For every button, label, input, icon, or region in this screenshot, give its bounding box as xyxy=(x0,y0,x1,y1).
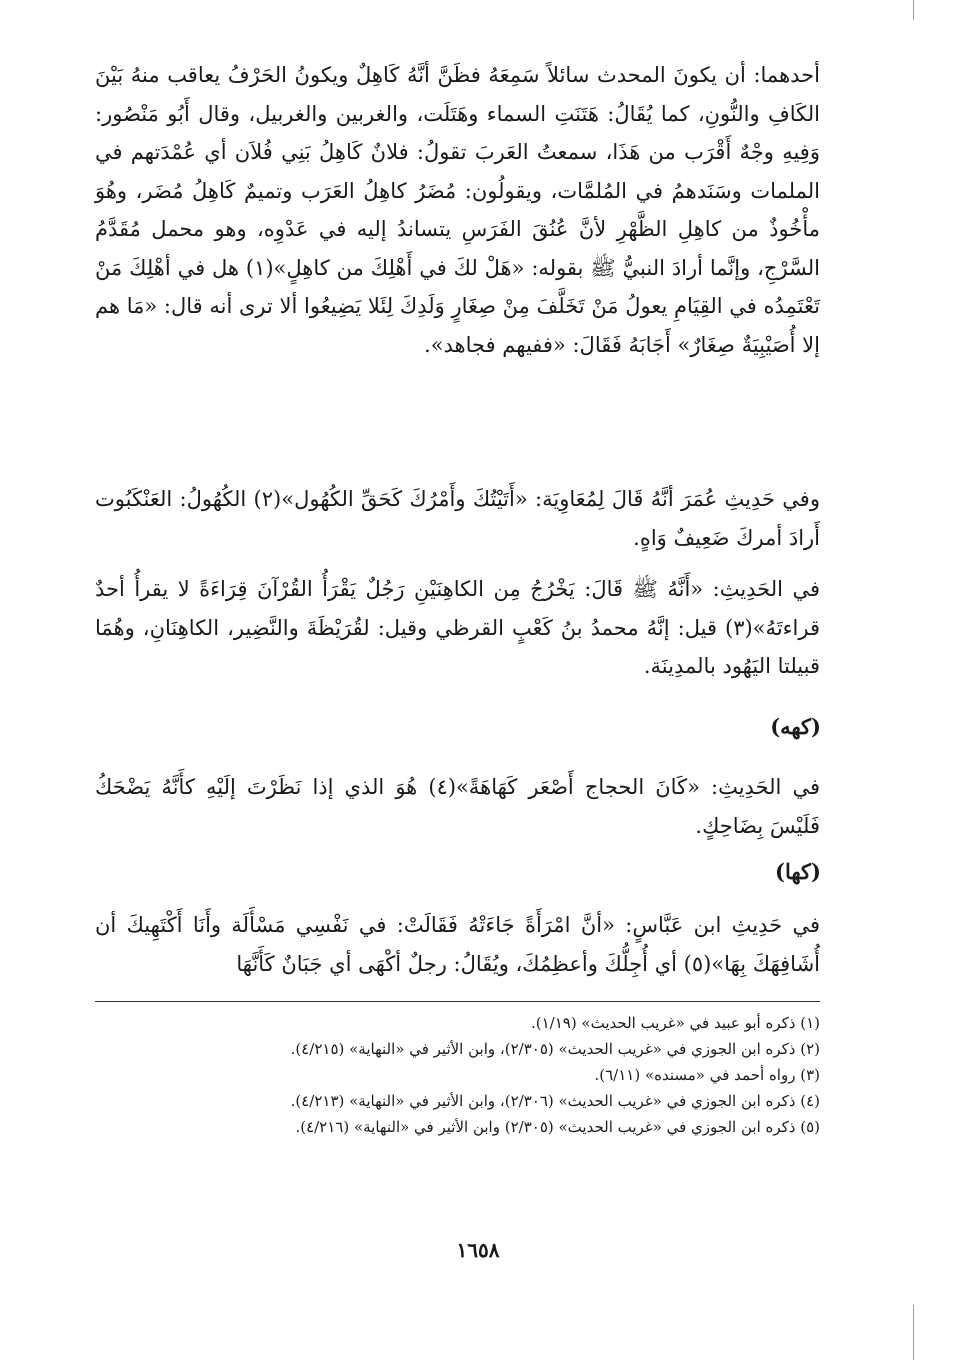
scan-edge-mark-top xyxy=(913,0,914,20)
footnote-4: (٤) ذكره ابن الجوزي في «غريب الحديث» (٢/٣٠٦)، وابن الأثير في «النهاية» (٤/٢١٣). xyxy=(290,1092,820,1110)
section-heading-kahh: (كهه) xyxy=(770,714,821,739)
footnote-1: (١) ذكره أبو عبيد في «غريب الحديث» (١/١٩). xyxy=(530,1014,820,1032)
paragraph-hajjaj xyxy=(95,768,820,845)
paragraph-text: في الحَدِيثِ: «كَانَ الحجاج أَصْعَر كَهَاهَةً»(٤) هُوَ الذي إذا نَظَرْتَ إلَيْهِ كأَنَّهُ يَضْحَكُ فَلَيْسَ بِضَاحِكٍ. xyxy=(95,775,821,838)
footnote-divider xyxy=(95,1001,820,1002)
paragraph-ibn-abbas xyxy=(95,906,820,983)
scan-edge-mark-bottom xyxy=(913,1305,914,1360)
footnotes xyxy=(95,1010,820,1140)
paragraph-kahinan xyxy=(95,570,820,686)
paragraph-text: في حَدِيثِ ابن عَبَّاسٍ: «أنَّ امْرَأَةً جَاءَتْهُ فَقَالَتْ: في نَفْسِي مَسْأَلَة وأَنَا أَكْتَهِيكَ أن أُشَافِهَكَ بِهَا»(٥) أي أُجِلُّكَ وأعظِمُكَ، ويُقَالُ: رجلٌ أكْهَى أي جَبَانٌ كَأَنَّهَا xyxy=(95,913,820,976)
footnote-2: (٢) ذكره ابن الجوزي في «غريب الحديث» (٢/٣٠٥)، وابن الأثير في «النهاية» (٤/٢١٥). xyxy=(290,1040,820,1058)
page-number: ١٦٥٨ xyxy=(456,1238,500,1262)
paragraph-text: أحدهما: أن يكونَ المحدث سائلاً سَمِعَهُ فظَنَّ أنَّهُ كَاهِلٌ ويكونُ الحَرْفُ يعاقب منهُ بَيْنَ الكَافِ والنُّونِ، كما يُقَالُ: هَتَنَتِ السماء وهَتَلَت، والغربين والغربيل، وقال أَبُو مَنْصُور: وَفِيهِ وجْهٌ أَقْرَب من هَذَا، سمعتُ العَربَ تقولُ: فلانٌ كَاهِلُ بَنِي فُلاَن أي عُمْدَتهم في الملمات وسَنَدهمُ في المُلمَّات، ويقولُون: مُضَرُ كاهِلُ العَرَب وتميمٌ كَاهِلُ مُضَر، وهُوَ مأْخُوذٌ من كاهِلِ الظَّهْرِ لأنَّ عُنُقَ الفَرَسِ يتساندُ إليه في عَدْوِه، وهو محمل مُقَدَّمُ السَّرْجِ، وإنَّما أرادَ النبيُّ ﷺ بقوله: «هَلْ لكَ في أَهْلِكَ من كاهِلٍ»(١) هل في أهْلِكَ مَنْ تَعْتَمِدُه في القِيَامِ يعولُ مَنْ تَخَلَّفَ مِنْ صِغَارٍ وَلَدِكَ لِئَلا يَضِيعُوا ألا ترى أنه قال: «مَا هم إلا أُصَيْبِيَةٌ صِغَارٌ» أَجَابَهُ فَقَالَ: «ففيهم فجاهد». xyxy=(95,63,820,357)
paragraph-kahil xyxy=(95,56,820,364)
footnote-5: (٥) ذكره ابن الجوزي في «غريب الحديث» (٢/٣٠٥) وابن الأثير في «النهاية» (٤/٢١٦). xyxy=(295,1118,820,1136)
footnote-3: (٣) رواه أحمد في «مسنده» (٦/١١). xyxy=(594,1066,820,1084)
paragraph-umar-hadith xyxy=(95,480,820,557)
section-heading-kaha: (كها) xyxy=(775,859,821,884)
paragraph-text: وفي حَدِيثِ عُمَرَ أنَّهُ قَالَ لِمُعَاوِيَة: «أَتَيْتُكَ وأَمْرُكَ كَحَقِّ الكُهُول»(٢) الكُهُولُ: العَنْكَبُوت أَرادَ أمركَ ضَعِيفٌ وَاهٍ. xyxy=(95,487,820,550)
paragraph-text: في الحَدِيثِ: «أَنَّهُ ﷺ قَالَ: يَخْرُجُ مِن الكاهِنَيْنِ رَجُلٌ يَقْرَأُ القُرْآنَ قِرَاءَةً لا يقرأُ أحدٌ قراءتَهُ»(٣) قيل: إنَّهُ محمدُ بنُ كَعْبٍ القرظي وقيل: لقُرَيْظَةَ والنَّضِير، الكاهِنَانِ، وهُمَا قبيلتا اليَهُود بالمدِينَة. xyxy=(95,577,820,678)
